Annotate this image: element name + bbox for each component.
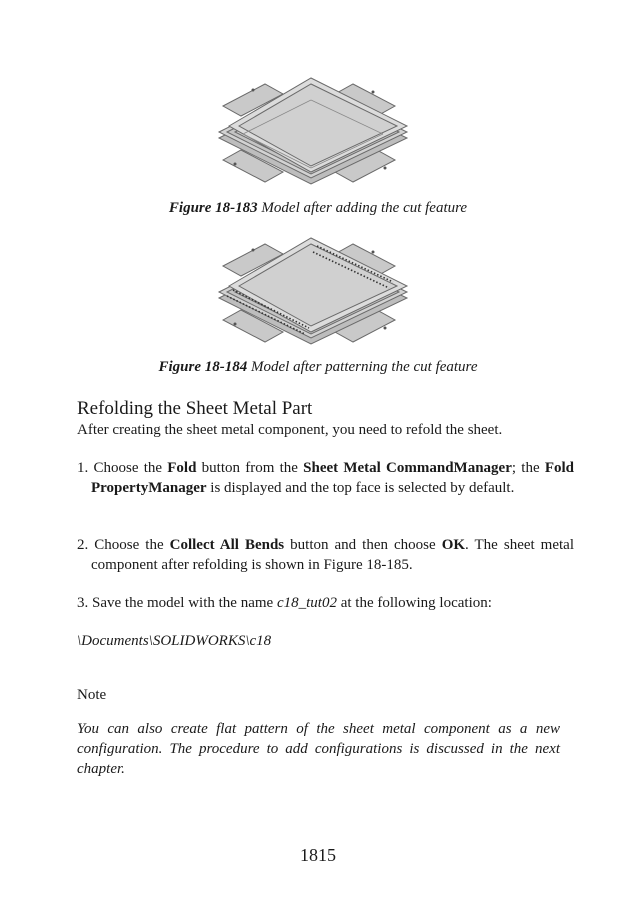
step-text: button from the [196, 460, 304, 476]
step-text: at the following location: [336, 595, 492, 611]
step-bold-term: Sheet Metal CommandManager [303, 460, 512, 476]
figure-18-183 [0, 72, 636, 198]
step-1 [77, 458, 574, 498]
figure-18-184-caption [0, 359, 636, 376]
figure-label: Figure 18-184 [158, 359, 248, 375]
step-bold-term: OK [441, 537, 466, 553]
step-text: . The sheet metal component after refolding is shown in Figure 18-185. [91, 537, 575, 573]
note-label: Note [77, 687, 107, 703]
step-text: ; the [511, 460, 545, 476]
page-number: 1815 [300, 845, 336, 865]
figure-caption-text: Model after adding the cut feature [261, 200, 468, 216]
step-bold-term: Fold PropertyManager [91, 460, 575, 496]
figure-caption-text: Model after patterning the cut feature [251, 359, 478, 375]
step-text: Choose the [94, 537, 170, 553]
sheet-metal-model-image [213, 232, 423, 358]
step-bold-term: Fold [167, 460, 197, 476]
figure-label: Figure 18-183 [168, 200, 258, 216]
step-2 [77, 535, 574, 575]
figure-18-183-caption [0, 200, 636, 217]
step-number: 3. [77, 595, 89, 611]
figure-18-184 [0, 232, 636, 358]
step-text: is displayed and the top face is selected by default. [206, 480, 515, 496]
step-3 [77, 593, 560, 613]
step-text: button and then choose [284, 537, 442, 553]
location-path: \Documents\SOLIDWORKS\c18 [77, 633, 272, 649]
file-name: c18_tut02 [276, 595, 337, 611]
step-number: 2. [77, 537, 89, 553]
note-text: You can also create flat pattern of the sheet metal component as a new configuration. The procedure to add configurations is discussed in the next chapter. [77, 721, 560, 777]
step-text: Choose the [93, 460, 168, 476]
section-heading: Refolding the Sheet Metal Part [77, 398, 313, 419]
step-number: 1. [77, 460, 89, 476]
step-bold-term: Collect All Bends [169, 537, 285, 553]
sheet-metal-model-image [213, 72, 423, 198]
step-text: Save the model with the name [92, 595, 277, 611]
section-intro: After creating the sheet metal component, you need to refold the sheet. [77, 422, 503, 438]
section [77, 398, 560, 440]
